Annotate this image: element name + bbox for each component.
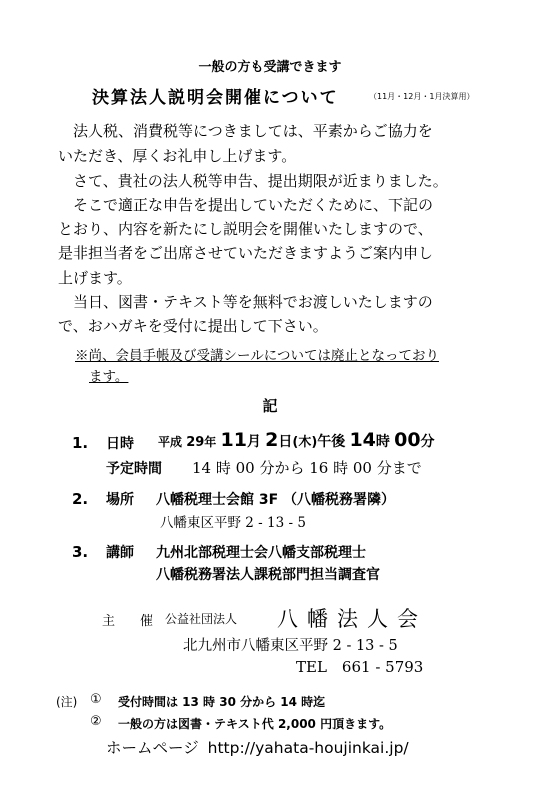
subtitle: 一般の方も受講できます [198,60,342,75]
item-number: 3. [72,543,89,561]
item-number: 2. [72,490,89,508]
day: 2 [265,429,279,451]
homepage-label: ホームページ [106,739,199,757]
body-line: 当日、図書・テキスト等を無料でお渡しいたしますの [58,293,433,311]
datetime-label: 日時 [106,436,134,452]
nen: 年 [204,435,217,449]
schedule-label: 予定時間 [106,461,162,477]
item-number: 1. [72,434,89,452]
minute: 00 [394,429,421,451]
note-text: 受付時間は 13 時 30 分から 14 時迄 [118,695,326,709]
note-mark: ② [90,714,102,729]
notice-line: ます。 [89,369,129,385]
notice-line: ※尚、会員手帳及び受講シールについては廃止となっており [75,348,439,364]
ki-heading: 記 [262,397,278,415]
body-line: 上げます。 [58,269,132,287]
homepage-url[interactable]: http://yahata-houjinkai.jp/ [207,739,409,757]
organizer-tel: TEL 661 - 5793 [296,658,424,676]
fun: 分 [420,434,435,450]
datetime-value [158,428,435,455]
note-mark: ① [90,692,102,707]
note-text: 一般の方は図書・テキスト代 2,000 円頂きます。 [118,717,392,731]
place-venue: 八幡税理士会館 3F （八幡税務署隣） [156,492,396,508]
schedule-value: 14 時 00 分から 16 時 00 分まで [192,459,422,477]
organizer-type: 公益社団法人 [165,612,238,626]
place-address: 八幡東区平野 2 - 13 - 5 [160,515,306,531]
ji: 時 [375,434,390,450]
page-title: 決算法人説明会開催について [92,88,339,108]
year: 29 [186,435,205,450]
homepage [106,736,409,758]
gatsu: 月 [246,434,261,450]
organizer-address: 北九州市八幡東区平野 2 - 13 - 5 [183,638,398,654]
title-note: （11月・12月・1月決算用） [369,92,475,101]
place-label: 場所 [106,492,134,508]
hour: 14 [349,429,376,451]
weekday: (木) [292,435,318,450]
notes-label: (注) [56,695,78,709]
body-line: 法人税、消費税等につきましては、平素からご協力を [58,122,433,140]
body-line: そこで適正な申告を提出していただくために、下記の [58,196,434,214]
body-line: 是非担当者をご出席させていただきますようご案内申し [58,244,434,262]
body-line: とおり、内容を新たにし説明会を開催いたしますので、 [58,220,433,238]
organizer-name: 八幡法人会 [277,607,427,631]
body-line: で、おハガキを受付に提出して下さい。 [58,317,328,335]
nichi: 日 [278,434,293,450]
body-line: いただき、厚くお礼申し上げます。 [58,147,297,165]
pm: 午後 [317,434,346,450]
lecturer-line: 九州北部税理士会八幡支部税理士 [156,545,366,561]
lecturer-label: 講師 [106,545,134,561]
lecturer-line: 八幡税務署法人課税部門担当調査官 [156,567,380,583]
body-line: さて、貴社の法人税等申告、提出期限が近まりました。 [58,172,448,190]
month: 11 [220,429,247,451]
organizer-label: 主 催 [102,614,160,629]
era: 平成 [158,435,183,449]
